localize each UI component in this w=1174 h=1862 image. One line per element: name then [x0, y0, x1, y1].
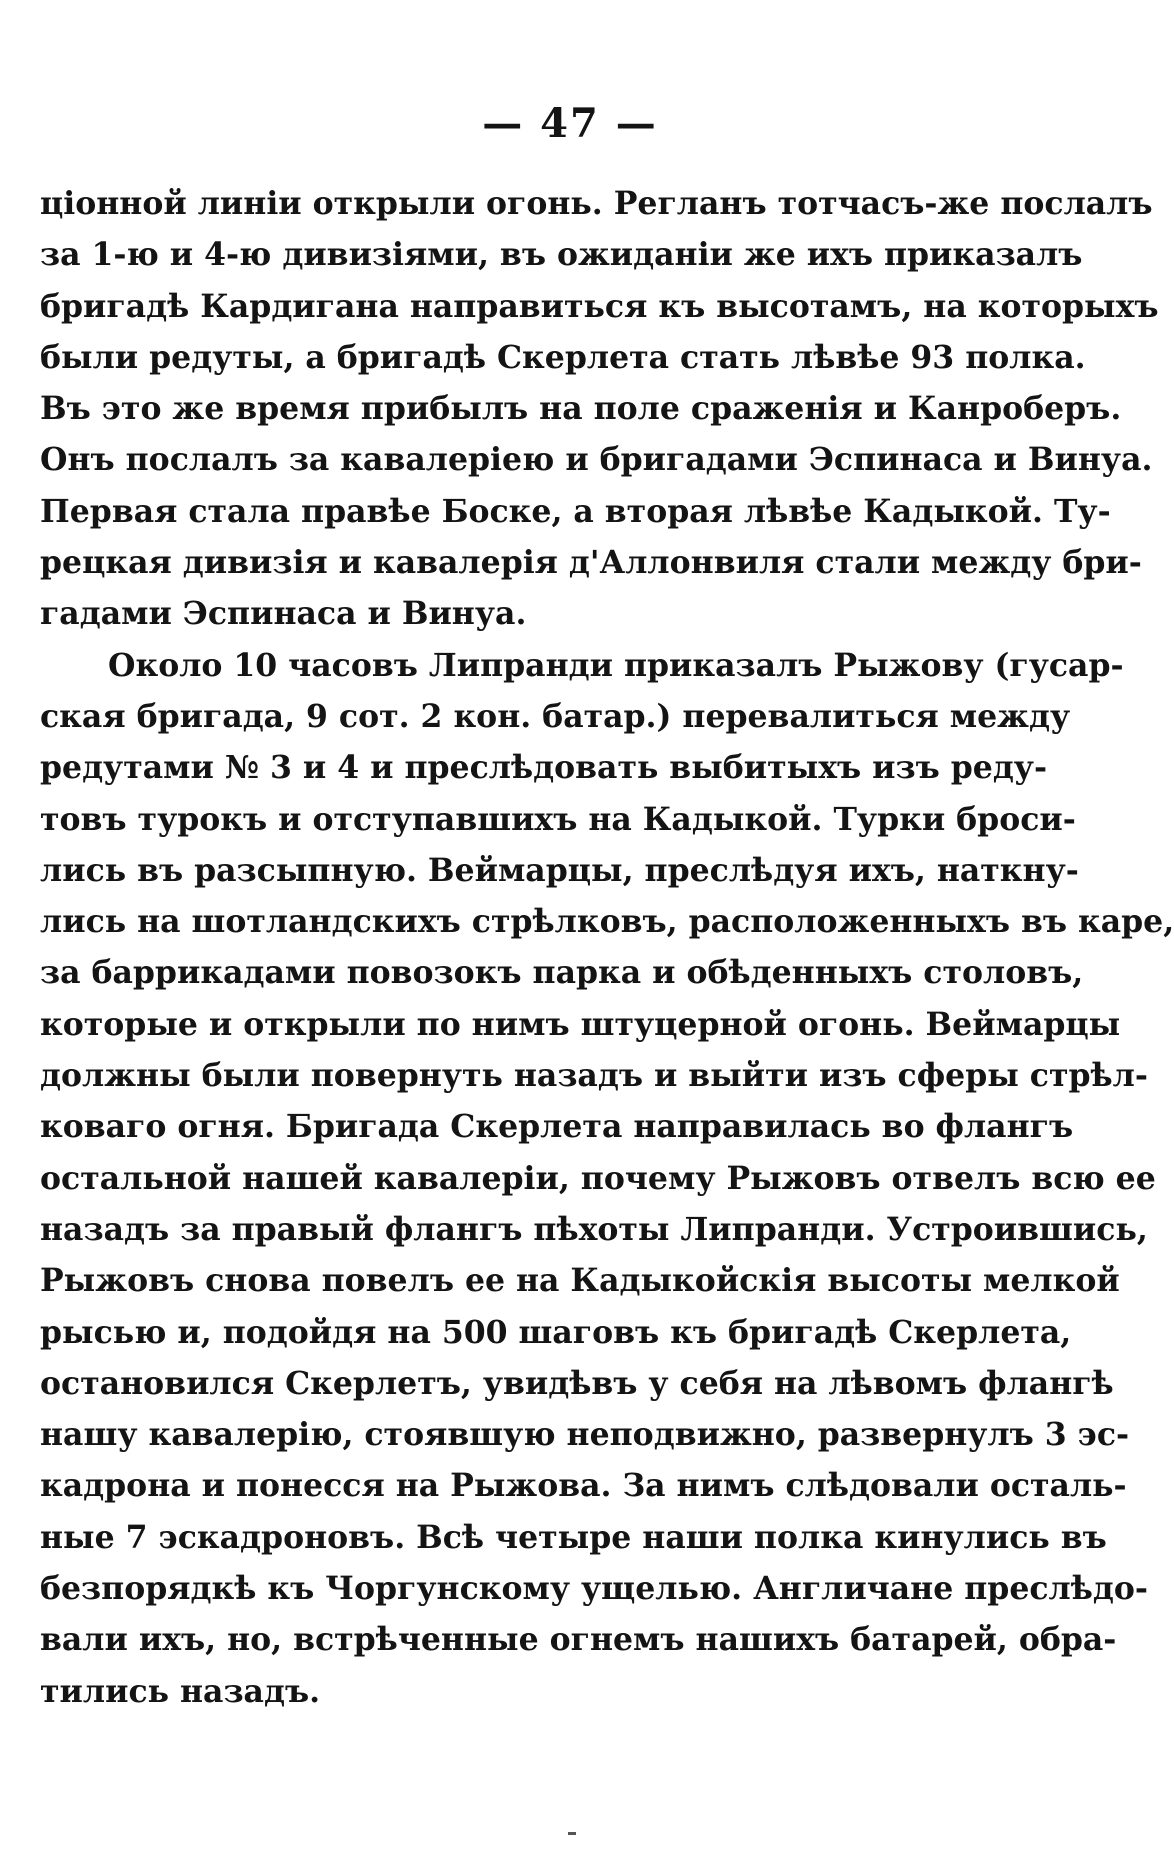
text-line: коваго огня. Бригада Скерлета направилась во флангъ	[40, 1108, 1074, 1146]
text-line: которые и открыли по нимъ штуцерной огонь. Веймарцы	[40, 1005, 1121, 1043]
text-line: кадрона и понесся на Рыжова. За нимъ слѣдовали осталь-	[40, 1467, 1127, 1505]
text-line: безпорядкѣ къ Чоргунскому ущелью. Англичане преслѣдо-	[40, 1570, 1148, 1608]
text-line: товъ турокъ и отступавшихъ на Кадыкой. Турки броси-	[40, 800, 1076, 838]
text-line: ные 7 эскадроновъ. Всѣ четыре наши полка кинулись въ	[40, 1518, 1107, 1556]
text-line: ская бригада, 9 сот. 2 кон. батар.) перевалиться между	[40, 697, 1071, 735]
text-line: Первая стала правѣе Боске, а вторая лѣвѣе Кадыкой. Ту-	[40, 492, 1111, 530]
text-line: лись въ разсыпную. Веймарцы, преслѣдуя ихъ, наткну-	[40, 851, 1079, 889]
text-line: гадами Эспинаса и Винуа.	[40, 595, 527, 633]
text-line: назадъ за правый флангъ пѣхоты Липранди. Устроившись,	[40, 1210, 1148, 1248]
text-line: ціонной линіи открыли огонь. Регланъ тотчасъ-же послалъ	[40, 185, 1153, 222]
page-number: — 47 —	[482, 100, 658, 147]
text-line: лись на шотландскихъ стрѣлковъ, расположенныхъ въ каре,	[40, 903, 1174, 941]
text-line: Рыжовъ снова повелъ ее на Кадыкойскія высоты мелкой	[40, 1262, 1120, 1300]
text-line: вали ихъ, но, встрѣченные огнемъ нашихъ батарей, обра-	[40, 1621, 1117, 1659]
body-text	[40, 178, 1174, 1717]
text-line: рецкая дивизія и кавалерія д'Аллонвиля стали между бри-	[40, 544, 1142, 582]
text-line: Онъ послалъ за кавалеріею и бригадами Эспинаса и Винуа.	[40, 441, 1153, 479]
text-line: Около 10 часовъ Липранди приказалъ Рыжову (гусар-	[108, 646, 1124, 684]
text-line: остальной нашей кавалеріи, почему Рыжовъ отвелъ всю ее	[40, 1159, 1156, 1197]
text-line: рысью и, подойдя на 500 шаговъ къ бригадѣ Скерлета,	[40, 1313, 1072, 1351]
text-line: были редуты, а бригадѣ Скерлета стать лѣвѣе 93 полка.	[40, 338, 1086, 376]
text-line: Въ это же время прибылъ на поле сраженія и Канроберъ.	[40, 390, 1122, 428]
text-line: бригадѣ Кардигана направиться къ высотамъ, на которыхъ	[40, 287, 1159, 325]
text-line: остановился Скерлетъ, увидѣвъ у себя на лѣвомъ флангѣ	[40, 1364, 1114, 1402]
text-line: нашу кавалерію, стоявшую неподвижно, развернулъ 3 эс-	[40, 1416, 1130, 1454]
text-line: должны были повернуть назадъ и выйти изъ сферы стрѣл-	[40, 1057, 1148, 1095]
text-line: за 1-ю и 4-ю дивизіями, въ ожиданіи же ихъ приказалъ	[40, 236, 1083, 274]
text-line: редутами № 3 и 4 и преслѣдовать выбитыхъ изъ реду-	[40, 749, 1048, 787]
text-line: за баррикадами повозокъ парка и обѣденныхъ столовъ,	[40, 954, 1084, 992]
footer-mark	[568, 1832, 576, 1835]
text-line: тились назадъ.	[40, 1672, 321, 1710]
